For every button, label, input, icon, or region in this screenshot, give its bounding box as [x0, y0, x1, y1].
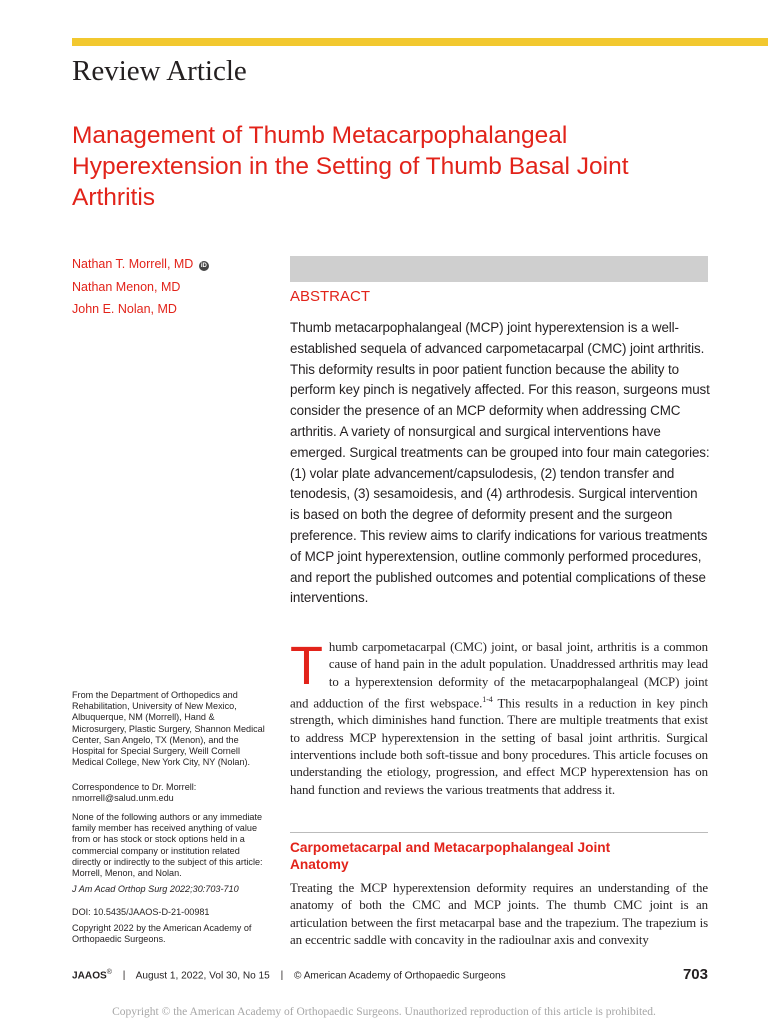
abstract-header-bar [290, 256, 708, 282]
section-divider [290, 832, 708, 833]
intro-text-b: This results in a reduction in key pinch strength, which diminishes hand function. There are multiple treatments that exist to address MCP hyperextension in the setting of basal joint arthritis. Surgical interventions include both soft-tissue and bony procedures. This article focuses on understanding the etiology, progression, and effect MCP hyperextension has on hand function and reviews the various treatments that address it. [290, 696, 708, 797]
author-name[interactable]: John E. Nolan, MD [72, 302, 177, 316]
affiliation-note: From the Department of Orthopedics and Rehabilitation, University of New Mexico, Albuquerque, NM (Morrell), Hand & Microsurgery, Plastic Surgery, Shannon Medical Center, San Angelo, TX (Menon), and the Hospital for Special Surgery, Weill Cornell Medical College, New York City, NY (Nolan). [72, 690, 265, 768]
citation-note: J Am Acad Orthop Surg 2022;30:703-710 [72, 884, 239, 894]
doi-note[interactable]: DOI: 10.5435/JAAOS-D-21-00981 [72, 907, 210, 917]
footer-separator: | [280, 970, 284, 982]
issue-info: August 1, 2022, Vol 30, No 15 [135, 970, 270, 982]
author-name[interactable]: Nathan Menon, MD [72, 279, 181, 294]
drop-cap: T [290, 636, 323, 696]
top-accent-rule [72, 38, 768, 46]
page-number: 703 [682, 966, 708, 983]
correspondence-note[interactable]: Correspondence to Dr. Morrell: nmorrell@salud.unm.edu [72, 782, 197, 804]
anatomy-paragraph: Treating the MCP hyperextension deformity requires an understanding of the anatomy of both the CMC and MCP joints. The thumb CMC joint is an articulation between the first metacarpal base and the trapezium. The trapezium is an eccentric saddle with concavity in the radioulnar axis and convexity [290, 881, 708, 947]
abstract-text: Thumb metacarpophalangeal (MCP) joint hyperextension is a well-established sequela of advanced carpometacarpal (CMC) joint arthritis. This deformity results in poor patient function because the ability to perform key pinch is negatively affected. For this reason, surgeons must consider the presence of an MCP deformity when addressing CMC arthritis. A variety of nonsurgical and surgical interventions have emerged. Surgical treatments can be grouped into four main categories: (1) volar plate advancement/capsulodesis, (2) tendon transfer and tenodesis, (3) sesamoidesis, and (4) arthrodesis. Surgical intervention is based on both the degree of deformity present and the surgeon preference. This review aims to clarify indications for various treatments of MCP joint hyperextension, outline commonly performed procedures, and report the published outcomes and potential complications of these interventions. [290, 320, 710, 606]
footer-separator: | [122, 970, 126, 982]
reference-superscript[interactable]: 1-4 [482, 694, 493, 704]
abstract-heading: ABSTRACT [290, 288, 371, 305]
intro-paragraph [290, 636, 708, 799]
trademark-symbol: ® [106, 969, 112, 976]
orcid-icon[interactable]: iD [200, 263, 207, 269]
copyright-banner: Copyright © the American Academy of Orthopaedic Surgeons. Unauthorized reproduction of this article is prohibited. [112, 1006, 656, 1018]
copyright-note: Copyright 2022 by the American Academy of Orthopaedic Surgeons. [72, 923, 252, 945]
section-heading: Carpometacarpal and Metacarpophalangeal Joint Anatomy [290, 840, 611, 872]
section-label: Review Article [72, 55, 247, 87]
disclosure-note: None of the following authors or any immediate family member has received anything of value from or has stock or stock options held in a commercial company or institution related directly or indirectly to the subject of this article: Morrell, Menon, and Nolan. [72, 812, 263, 879]
author-list [72, 253, 209, 321]
author-name[interactable]: Nathan T. Morrell, MD iD [72, 257, 207, 271]
article-title: Management of Thumb Metacarpophalangeal Hyperextension in the Setting of Thumb Basal Joint Arthritis [72, 122, 629, 211]
publisher-info: © American Academy of Orthopaedic Surgeons [294, 970, 506, 982]
page-footer [72, 969, 708, 981]
intro-text-a: humb carpometacarpal (CMC) joint, or basal joint, arthritis is a common cause of hand pain in the adult population. Unaddressed arthritis may lead to a hyperextension deformity of the metacarpophalangeal (MCP) joint and adduction of the first webspace. [290, 640, 708, 711]
journal-name: JAAOS [72, 970, 107, 982]
